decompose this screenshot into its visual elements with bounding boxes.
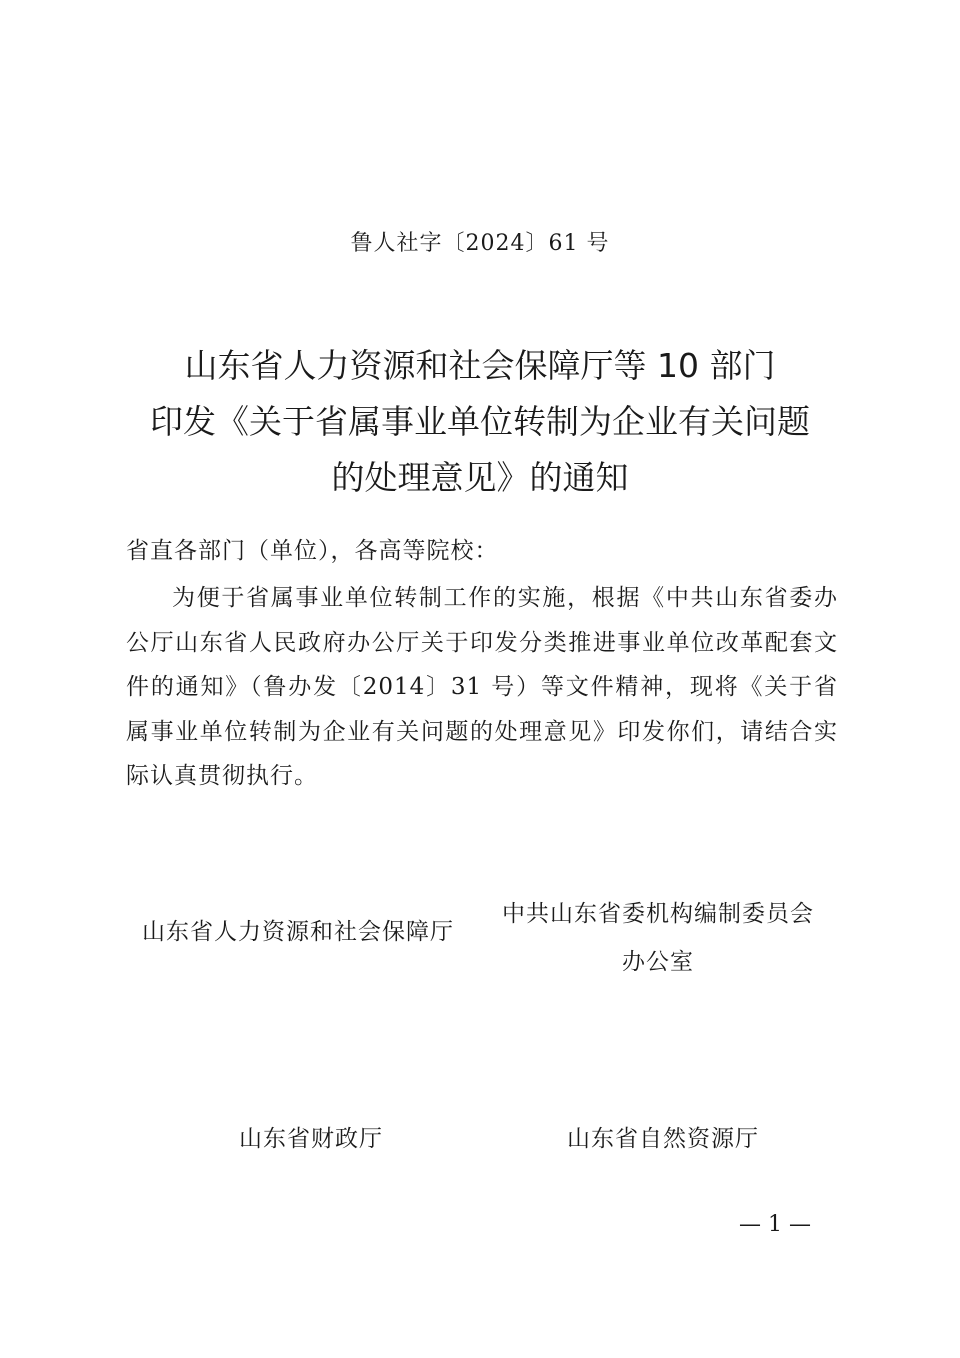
body-paragraph: 为便于省属事业单位转制工作的实施，根据《中共山东省委办公厅山东省人民政府办公厅关于印发分类推进事业单位改革配套文件的通知》（鲁办发〔2014〕31 号）等文件精神，现将《关于省属事业单位转制为企业有关问题的处理意见》印发你们，请结合实际认真贯彻执行。	[126, 585, 838, 789]
signatory-bianban-line-1: 中共山东省委机构编制委员会	[502, 901, 814, 927]
document-title	[100, 338, 860, 506]
page-number: — 1 —	[739, 1212, 811, 1237]
signatory-bianban	[488, 890, 828, 986]
signatory-finance: 山东省财政厅	[239, 1126, 383, 1152]
title-line-1: 山东省人力资源和社会保障厅等 10 部门	[184, 346, 776, 385]
signatory-natural-resources: 山东省自然资源厅	[567, 1126, 759, 1152]
title-line-3: 的处理意见》的通知	[331, 458, 629, 497]
signatory-bianban-line-2: 办公室	[622, 949, 694, 975]
title-line-2: 印发《关于省属事业单位转制为企业有关问题	[150, 402, 810, 441]
addressee: 省直各部门（单位），各高等院校：	[126, 538, 499, 564]
signatory-hrss: 山东省人力资源和社会保障厅	[142, 919, 454, 945]
document-number: 鲁人社字〔2024〕61 号	[350, 231, 610, 256]
